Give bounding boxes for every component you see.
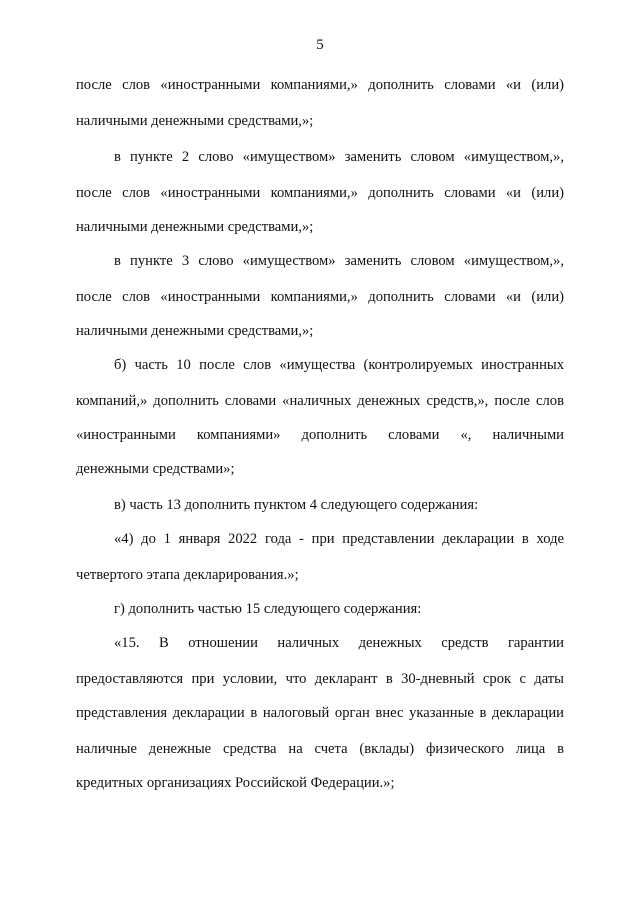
text-line: наличными денежными средствами,»; — [76, 219, 314, 235]
text-line: после слов «иностранными компаниями,» дополнить словами «и (или) — [76, 77, 564, 93]
text-line: четвертого этапа декларирования.»; — [76, 567, 299, 583]
text-line: предоставляются при условии, что декларант в 30-дневный срок с даты — [76, 671, 564, 687]
text-line: в пункте 3 слово «имуществом» заменить словом «имуществом,», — [114, 253, 564, 269]
text-line: наличными денежными средствами,»; — [76, 113, 314, 129]
text-line: представления декларации в налоговый орган внес указанные в декларации — [76, 705, 564, 721]
text-line: «4) до 1 января 2022 года - при представлении декларации в ходе — [114, 531, 564, 547]
page-number: 5 — [316, 37, 324, 53]
text-line: кредитных организациях Российской Федерации.»; — [76, 775, 395, 791]
text-line: «иностранными компаниями» дополнить словами «, наличными — [76, 427, 564, 443]
text-line: наличными денежными средствами,»; — [76, 323, 314, 339]
text-line: компаний,» дополнить словами «наличных денежных средств,», после слов — [76, 393, 564, 409]
text-line: после слов «иностранными компаниями,» дополнить словами «и (или) — [76, 185, 564, 201]
text-line: г) дополнить частью 15 следующего содержания: — [114, 601, 422, 617]
text-line: в пункте 2 слово «имуществом» заменить словом «имуществом,», — [114, 149, 564, 165]
text-line: в) часть 13 дополнить пунктом 4 следующего содержания: — [114, 497, 479, 513]
text-line: после слов «иностранными компаниями,» дополнить словами «и (или) — [76, 289, 564, 305]
text-line: наличные денежные средства на счета (вклады) физического лица в — [76, 741, 564, 757]
text-line: «15. В отношении наличных денежных средств гарантии — [114, 635, 564, 651]
text-line: б) часть 10 после слов «имущества (контролируемых иностранных — [114, 357, 564, 373]
text-line: денежными средствами»; — [76, 461, 235, 477]
